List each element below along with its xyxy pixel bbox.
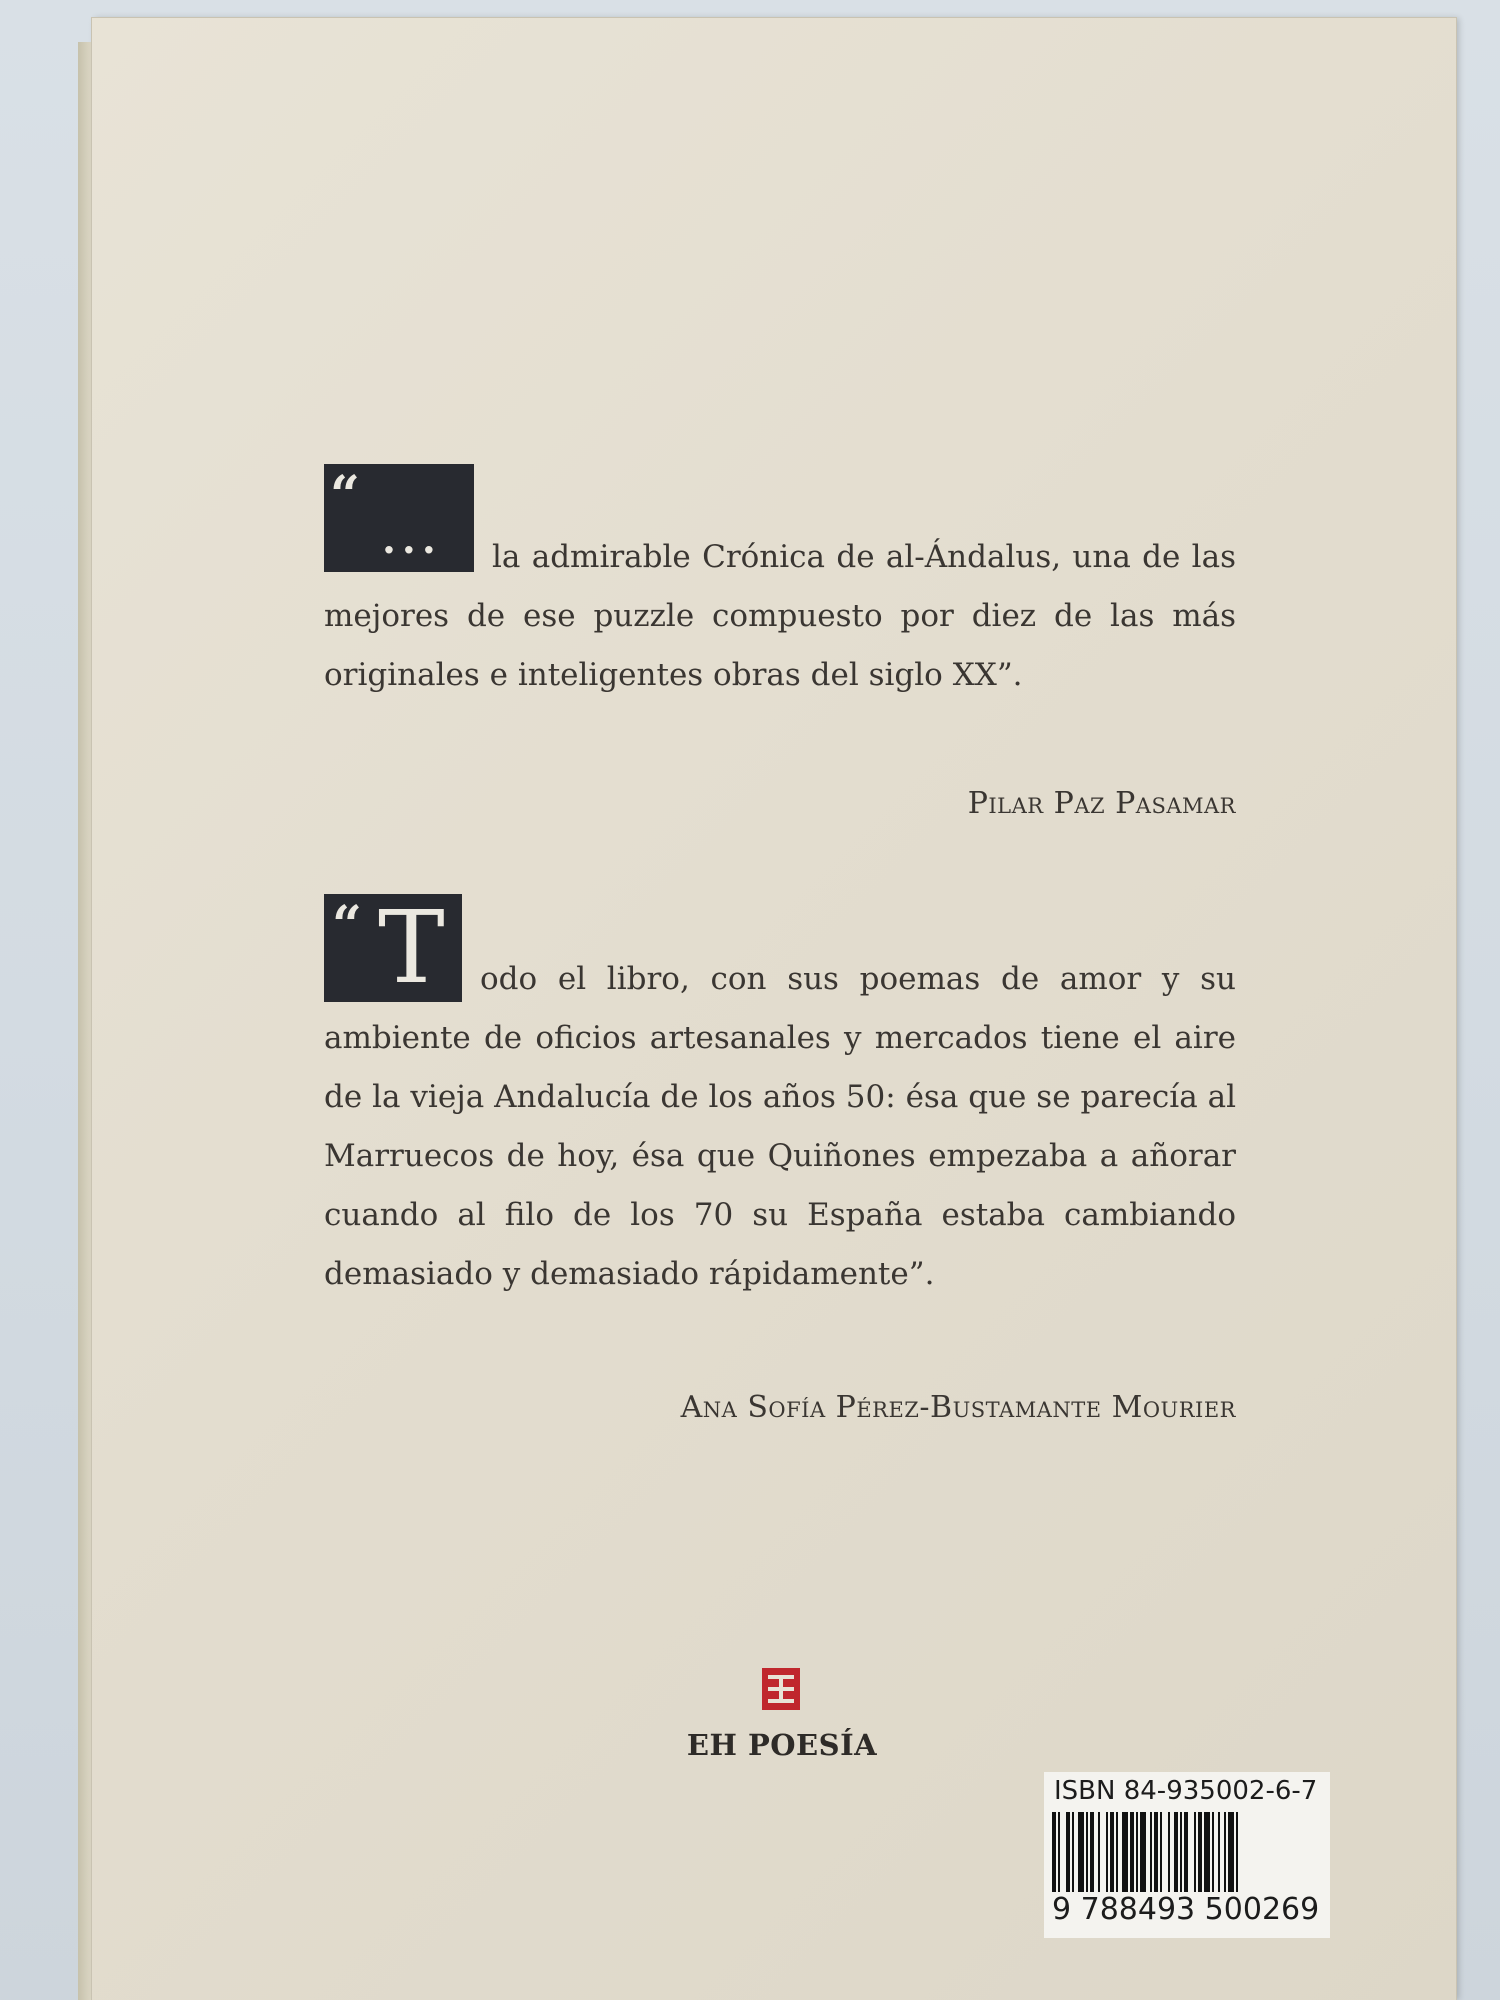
eh-logo-icon	[762, 1668, 800, 1710]
quote-2-drop-box	[324, 889, 462, 1006]
quote-2-open-mark: “	[332, 895, 362, 956]
publisher-name: EH POESÍA	[686, 1728, 878, 1762]
quote-1-author: Pilar Paz Pasamar	[967, 786, 1236, 821]
isbn-number: ISBN 84-935002-6-7	[1054, 1776, 1318, 1806]
ean-number: 9 788493 500269	[1048, 1892, 1323, 1927]
quote-1-text: la admirable Crónica de al-Ándalus, una de las mejores de ese puzzle compuesto por diez de las más originales e inteligentes obras del siglo XX”.	[324, 539, 1236, 693]
quote-1	[324, 465, 1236, 705]
quote-2-author: Ana Sofía Pérez-Bustamante Mourier	[680, 1390, 1236, 1425]
quote-1-drop-box	[324, 464, 474, 572]
quote-2	[324, 890, 1236, 1304]
quote-1-ellipsis: ...	[382, 516, 442, 563]
quote-1-open-mark: “	[330, 465, 360, 526]
quote-2-drop-cap: T	[378, 889, 445, 1006]
barcode-label	[1044, 1772, 1330, 1938]
quote-2-text: odo el libro, con sus poemas de amor y su ambiente de oficios artesanales y mercados tiene el aire de la vieja Andalucía de los años 50: ésa que se parecía al Marruecos de hoy, ésa que Quiñones empezaba a añorar cuando al filo de los 70 su España estaba cambiando demasiado y demasiado rápidamente”.	[324, 961, 1236, 1292]
